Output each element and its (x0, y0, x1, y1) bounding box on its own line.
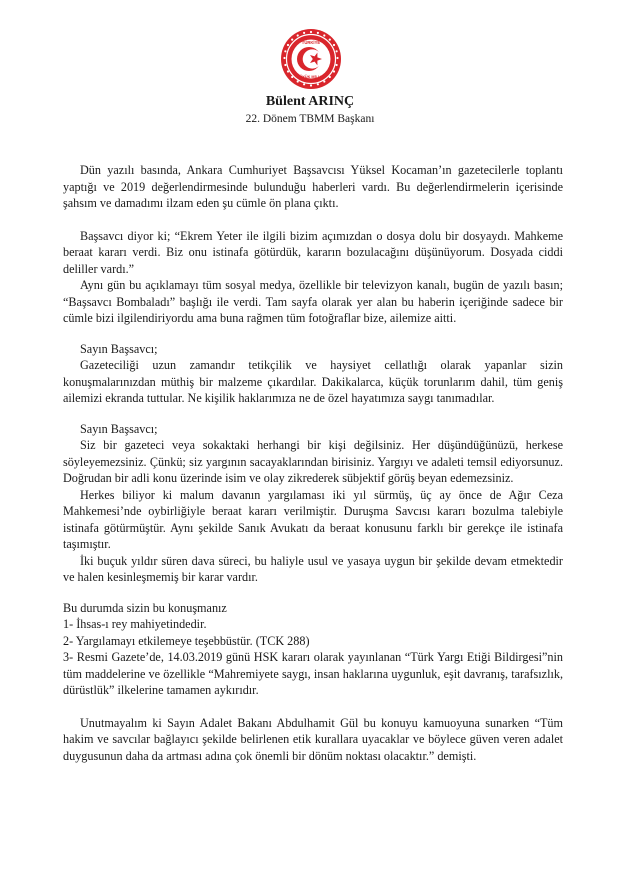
svg-text:BÜYÜK MİLLET: BÜYÜK MİLLET (296, 75, 326, 79)
paragraph-1-line-2: yaptığı ve 2019 değerlendirmesinde bulunduğu haberleri vardı. Bu değerlendirmelerin içerisinde (63, 179, 563, 194)
salutation-2: Sayın Başsavcı; (80, 421, 158, 436)
paragraph-8: Unutmayalım ki Sayın Adalet Bakanı Abdulhamit Gül bu konuyu kamuoyuna sunarken “Tüm hakim ve savcılar bağlayıcı şekilde belirlenen etik kurallara uyacaklar ve böylece güven veren adalet duygusunun daha da artması adına çok önemli bir dönüm noktası olacaktır.” demişti. (63, 715, 563, 763)
tbmm-seal-logo (280, 28, 342, 90)
seal-emblem-icon (280, 28, 342, 90)
salutation-1: Sayın Başsavcı; (80, 341, 158, 356)
paragraph-6: Herkes biliyor ki malum davanın yargılaması iki yıl sürmüş, üç ay önce de Ağır Ceza Mahkemesi’nde oybirliğiyle beraat kararı verilmiştir. Duruşma Savcısı kararı bozulma talebiyle istinafa götürmüştür. Aynı şekilde Sanık Avukatı da beraat konusunu farklı bir gerekçe ile istinafa taşımıştır. (63, 487, 563, 551)
paragraph-7: İki buçuk yıldır süren dava süreci, bu haliyle usul ve yasaya uygun bir şekilde devam etmektedir ve halen kesinleşmemiş bir karar vardır. (63, 553, 563, 584)
paragraph-2: Başsavcı diyor ki; “Ekrem Yeter ile ilgili bizim açımızdan o dosya dolu bir dosyaydı. Mahkeme beraat kararı verdi. Biz onu istinafa götürdük, kararın bozulacağını düşünüyorum. Dosyada ciddi deliller vardı.” (63, 228, 563, 276)
letter-body (63, 162, 563, 764)
paragraph-5: Siz bir gazeteci veya sokaktaki herhangi bir kişi değilsiniz. Her düşündüğünüzü, herkese söyleyemezsiniz. Çünkü; siz yargının sacayaklarından birisiniz. Yargıyı ve adaleti temsil ediyorsunuz. Doğrudan bir adli konu üzerinde isim ve olay zikrederek sübjektif görüş beyan edemezsiniz. (63, 438, 563, 485)
paragraph-3: Aynı gün bu açıklamayı tüm sosyal medya, özellikle bir televizyon kanalı, bugün de yazılı basın; “Başsavcı Bombaladı” başlığı ile verdi. Tam sayfa olarak yer alan bu haberin içeriğinde sadece bir cümle bizi ilgilendiriyordu ama buna rağmen tüm fotoğraflar bize, ailemize aitti. (63, 278, 563, 325)
list-item-2: 2- Yargılamayı etkilemeye teşebbüstür. (TCK 288) (63, 633, 310, 648)
paragraph-1-line-3: şahsım ve damadımı ilzam eden şu cümle ön plana çıktı. (63, 196, 339, 210)
list-item-3: 3- Resmi Gazete’de, 14.03.2019 günü HSK kararı olarak yayınlanan “Türk Yargı Etiği Bildirgesi”nin tüm maddelerine ve özellikle “Mahremiyete saygı, insan haklarına uygunluk, eşit davranış, tarafsızlık, dürüstlük” ilkelerine tamamen aykırıdır. (63, 650, 563, 697)
list-intro: Bu durumda sizin bu konuşmanız (63, 600, 227, 615)
author-title: 22. Dönem TBMM Başkanı (245, 113, 375, 125)
author-name: Bülent ARINÇ (265, 94, 355, 109)
paragraph-4: Gazeteciliği uzun zamandır tetikçilik ve haysiyet cellatlığı olarak yapanlar sizin konuşmalarınızdan müthiş bir malzeme çıkardılar. Dakikalarca, küçük torunlarım dahil, tüm geniş ailemizi ekranda tuttular. Ne kişilik haklarımıza ne de özel hayatımıza saygı tanımadılar. (63, 358, 563, 405)
list-item-1: 1- İhsas-ı rey mahiyetindedir. (63, 617, 207, 631)
svg-text:TÜRKİYE: TÜRKİYE (301, 40, 321, 45)
paragraph-1-line-1: Dün yazılı basında, Ankara Cumhuriyet Başsavcısı Yüksel Kocaman’ın gazetecilerle toplantı (80, 163, 563, 177)
